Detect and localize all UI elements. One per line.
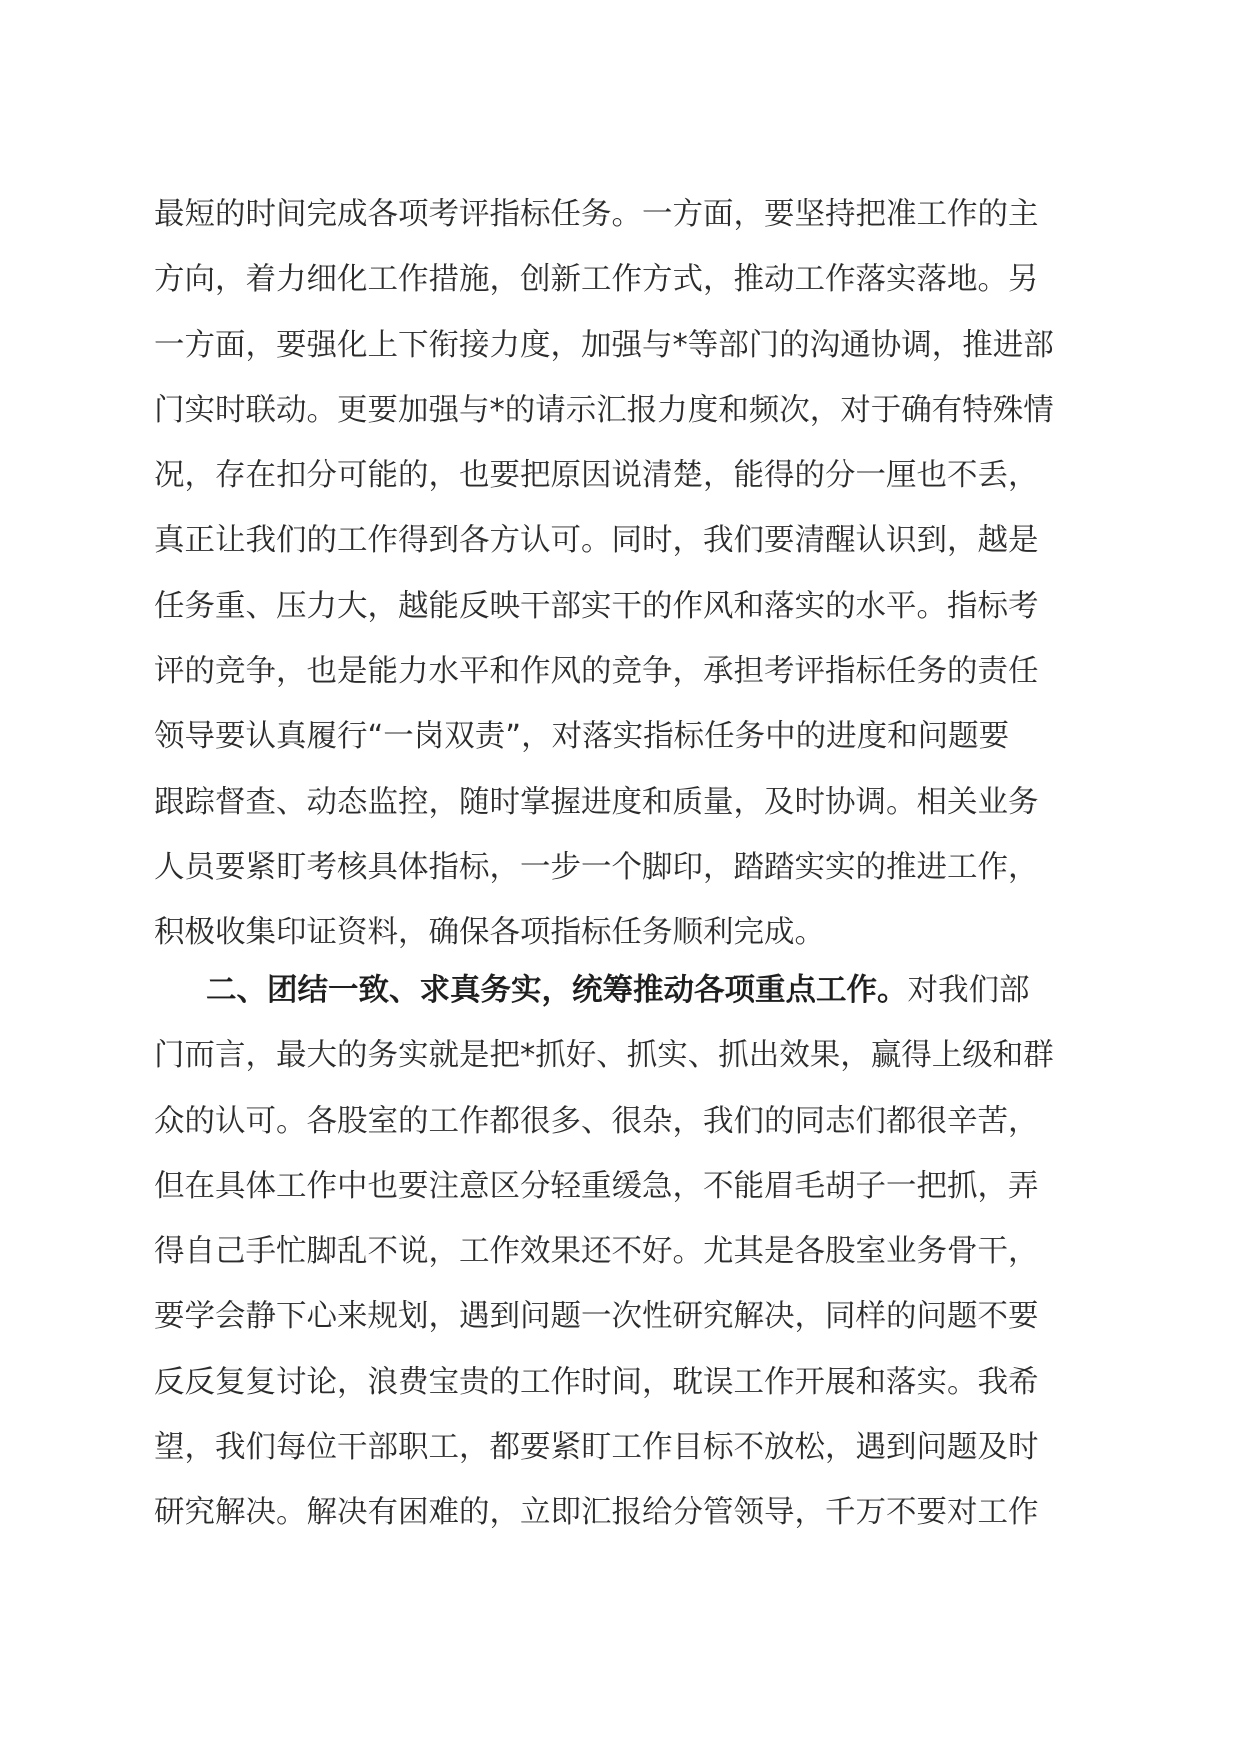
- text-line: 一方面，要强化上下衔接力度，加强与*等部门的沟通协调，推进部: [154, 327, 1054, 363]
- text-line: 众的认可。各股室的工作都很多、很杂，我们的同志们都很辛苦，: [154, 1103, 1039, 1139]
- text-line: 但在具体工作中也要注意区分轻重缓急，不能眉毛胡子一把抓，弄: [154, 1168, 1039, 1204]
- section-two-paragraph: [154, 958, 1084, 1546]
- text-line: 望，我们每位干部职工，都要紧盯工作目标不放松，遇到问题及时: [154, 1430, 1039, 1466]
- text-line: 况，存在扣分可能的，也要把原因说清楚，能得的分一厘也不丢，: [154, 458, 1039, 494]
- section-heading: 二、团结一致、求真务实，统筹推动各项重点工作。: [206, 973, 908, 1008]
- text-line: 研究解决。解决有困难的，立即汇报给分管领导，千万不要对工作: [154, 1495, 1039, 1531]
- text-line: 任务重、压力大，越能反映干部实干的作风和落实的水平。指标考: [154, 588, 1039, 624]
- text-line: 评的竞争，也是能力水平和作风的竞争，承担考评指标任务的责任: [154, 654, 1039, 690]
- text-line: 跟踪督查、动态监控，随时掌握进度和质量，及时协调。相关业务: [154, 784, 1039, 820]
- text-line: 反反复复讨论，浪费宝贵的工作时间，耽误工作开展和落实。我希: [154, 1364, 1039, 1400]
- text-line: 积极收集印证资料，确保各项指标任务顺利完成。: [154, 915, 825, 951]
- text-line: 门而言，最大的务实就是把*抓好、抓实、抓出效果，赢得上级和群: [154, 1038, 1054, 1074]
- text-line: 领导要认真履行“一岗双责”，对落实指标任务中的进度和问题要: [154, 719, 1010, 755]
- text-line: 最短的时间完成各项考评指标任务。一方面，要坚持把准工作的主: [154, 197, 1039, 232]
- text-line: 要学会静下心来规划，遇到问题一次性研究解决，同样的问题不要: [154, 1299, 1039, 1335]
- text-line: 得自己手忙脚乱不说，工作效果还不好。尤其是各股室业务骨干，: [154, 1234, 1039, 1270]
- paragraph-continued: [154, 182, 1084, 966]
- text-line: 真正让我们的工作得到各方认可。同时，我们要清醒认识到，越是: [154, 523, 1039, 559]
- heading-continuation: 对我们部: [907, 973, 1030, 1008]
- text-line: 方向，着力细化工作措施，创新工作方式，推动工作落实落地。另: [154, 262, 1039, 298]
- section-two-first-line: [154, 958, 1084, 1023]
- text-line: 门实时联动。更要加强与*的请示汇报力度和频次，对于确有特殊情: [154, 392, 1054, 428]
- text-line: 人员要紧盯考核具体指标，一步一个脚印，踏踏实实的推进工作，: [154, 849, 1039, 885]
